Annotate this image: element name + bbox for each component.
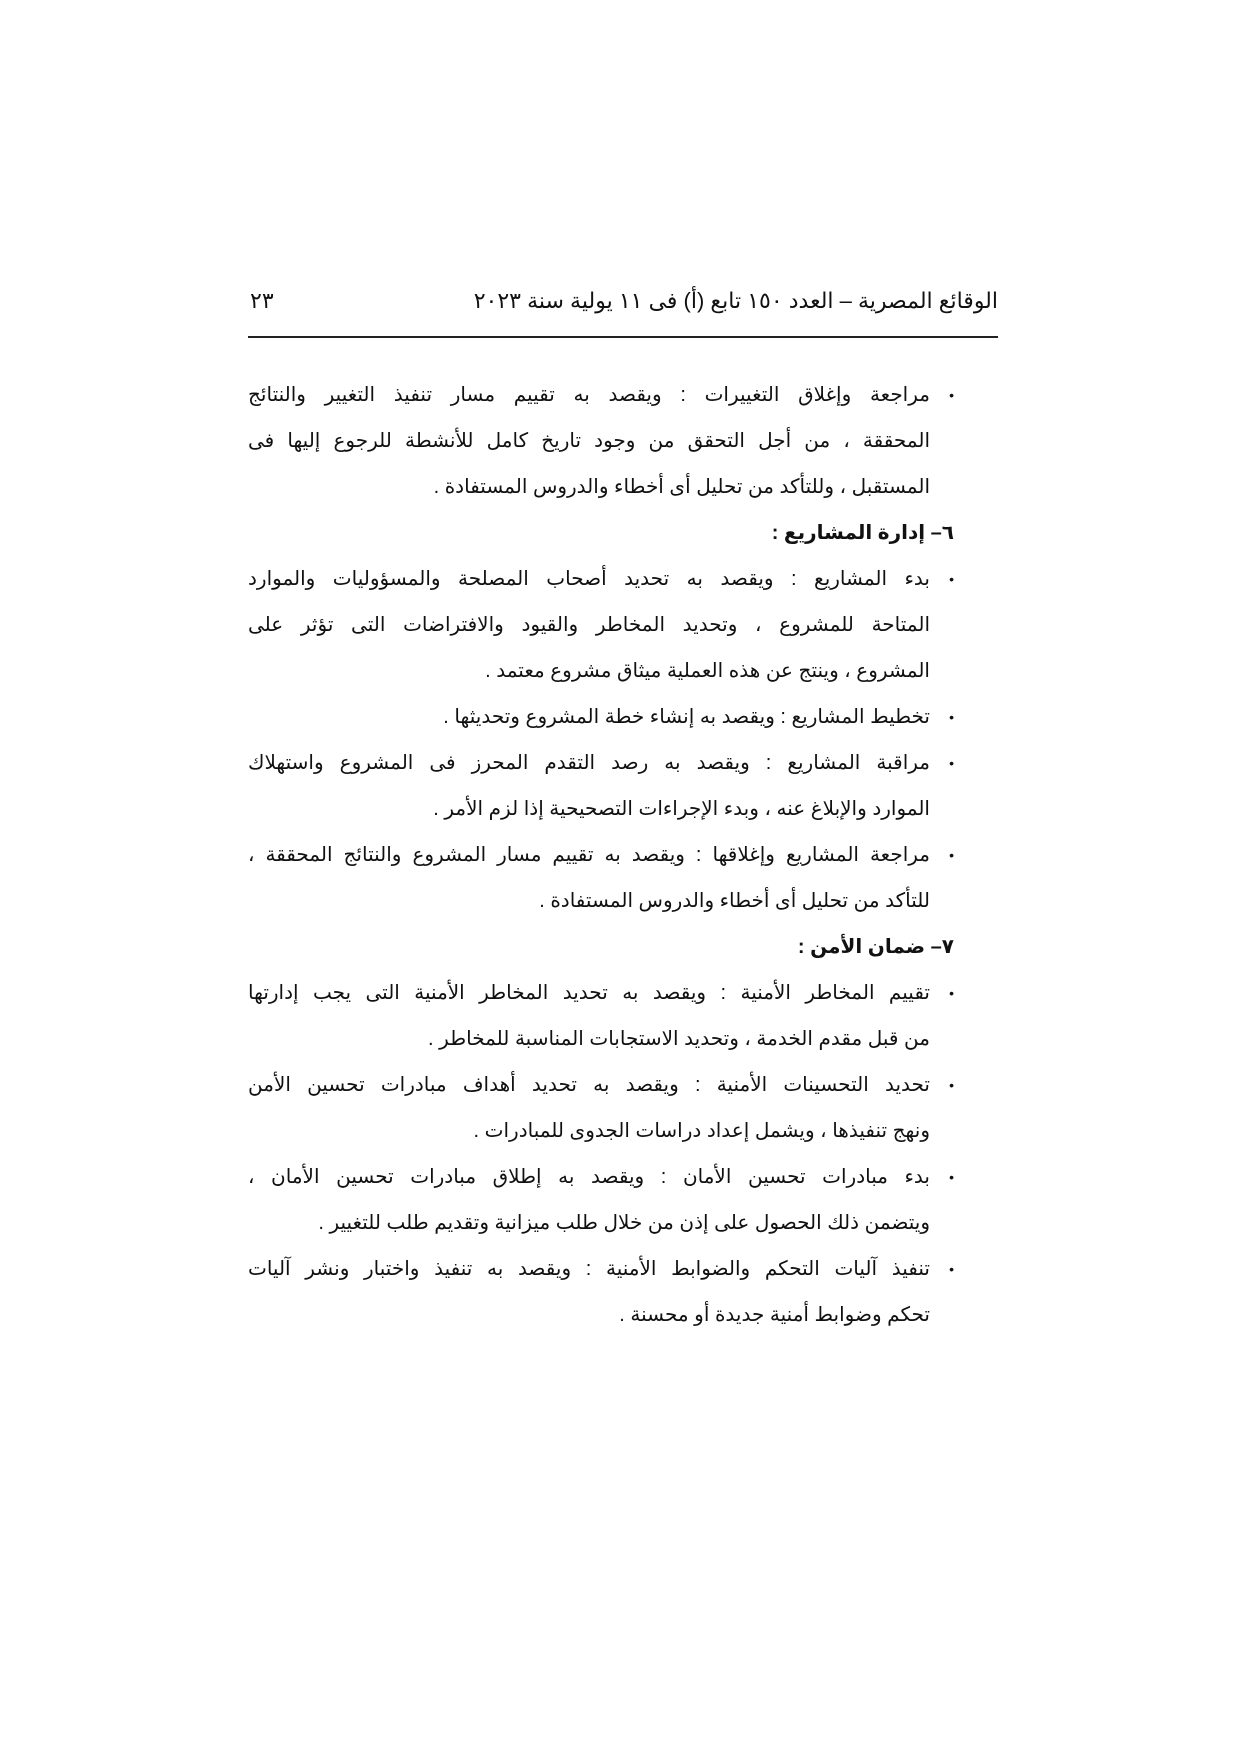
text-line: تحكم وضوابط أمنية جديدة أو محسنة . (619, 1304, 930, 1326)
text-line: تنفيذ آليات التحكم والضوابط الأمنية : ويقصد به تنفيذ واختبار ونشر آليات (248, 1258, 930, 1280)
text-line: الموارد والإبلاغ عنه ، وبدء الإجراءات التصحيحية إذا لزم الأمر . (433, 798, 930, 820)
text-line: المحققة ، من أجل التحقق من وجود تاريخ كامل للأنشطة للرجوع إليها فى (248, 430, 930, 452)
text-line: مراجعة المشاريع وإغلاقها : ويقصد به تقييم مسار المشروع والنتائج المحققة ، (248, 844, 930, 866)
text-line: من قبل مقدم الخدمة ، وتحديد الاستجابات المناسبة للمخاطر . (428, 1028, 930, 1050)
text-line: المتاحة للمشروع ، وتحديد المخاطر والقيود والافتراضات التى تؤثر على (248, 614, 930, 636)
section-heading: ٦– إدارة المشاريع : (771, 522, 954, 544)
bullet-item (248, 1246, 954, 1338)
page-header (250, 288, 998, 318)
gazette-title: الوقائع المصرية – العدد ١٥٠ تابع (أ) فى ١١ يولية سنة ٢٠٢٣ (473, 288, 998, 313)
text-line: تقييم المخاطر الأمنية : ويقصد به تحديد المخاطر الأمنية التى يجب إدارتها (248, 982, 930, 1004)
bullet-item (248, 970, 954, 1062)
text-line: ونهج تنفيذها ، ويشمل إعداد دراسات الجدوى للمبادرات . (473, 1120, 930, 1142)
bullet-icon: • (949, 1261, 954, 1277)
text-line: تخطيط المشاريع : ويقصد به إنشاء خطة المشروع وتحديثها . (443, 706, 930, 728)
text-line: المشروع ، وينتج عن هذه العملية ميثاق مشروع معتمد . (485, 660, 930, 682)
document-body (248, 372, 954, 1338)
bullet-icon: • (949, 847, 954, 863)
bullet-icon: • (949, 387, 954, 403)
bullet-icon: • (949, 985, 954, 1001)
text-line: مراقبة المشاريع : ويقصد به رصد التقدم المحرز فى المشروع واستهلاك (248, 752, 930, 774)
bullet-item (248, 556, 954, 694)
section-heading: ٧– ضمان الأمن : (797, 936, 954, 958)
page-number: ٢٣ (250, 288, 274, 313)
bullet-icon: • (949, 1077, 954, 1093)
bullet-icon: • (949, 755, 954, 771)
header-divider (248, 336, 998, 338)
text-line: بدء المشاريع : ويقصد به تحديد أصحاب المصلحة والمسؤوليات والموارد (248, 568, 930, 590)
bullet-item (248, 740, 954, 832)
bullet-item (248, 1062, 954, 1154)
text-line: ويتضمن ذلك الحصول على إذن من خلال طلب ميزانية وتقديم طلب للتغيير . (318, 1212, 930, 1234)
bullet-item (248, 694, 954, 740)
bullet-item (248, 372, 954, 510)
text-line: تحديد التحسينات الأمنية : ويقصد به تحديد أهداف مبادرات تحسين الأمن (248, 1074, 930, 1096)
text-line: بدء مبادرات تحسين الأمان : ويقصد به إطلاق مبادرات تحسين الأمان ، (248, 1166, 930, 1188)
text-line: مراجعة وإغلاق التغييرات : ويقصد به تقييم مسار تنفيذ التغيير والنتائج (248, 384, 930, 406)
bullet-icon: • (949, 1169, 954, 1185)
bullet-item (248, 1154, 954, 1246)
bullet-icon: • (949, 571, 954, 587)
text-line: للتأكد من تحليل أى أخطاء والدروس المستفادة . (539, 890, 930, 912)
bullet-item (248, 832, 954, 924)
text-line: المستقبل ، وللتأكد من تحليل أى أخطاء والدروس المستفادة . (433, 476, 930, 498)
bullet-icon: • (949, 709, 954, 725)
